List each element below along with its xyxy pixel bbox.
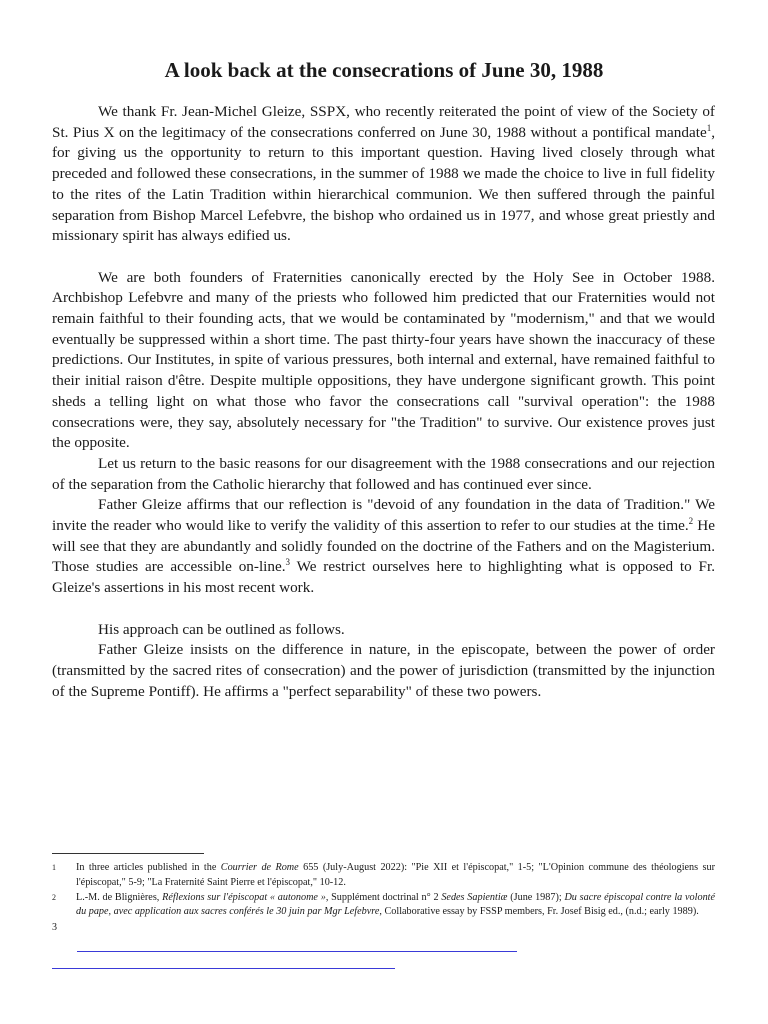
footnote-separator bbox=[52, 853, 204, 854]
footnote-1-text-a: In three articles published in the bbox=[76, 862, 221, 873]
paragraph-1 bbox=[52, 102, 715, 247]
document-title: A look back at the consecrations of June 30, 1988 bbox=[164, 58, 604, 82]
footnote-1 bbox=[52, 861, 715, 891]
footnote-3 bbox=[52, 920, 715, 935]
paragraph-4-text-c: We restrict ourselves here to highlighting what is opposed to Fr. Gleize's assertions in his most recent work. bbox=[52, 558, 715, 597]
footnote-2-title-c: Du sacre épiscopal contre la volonté du pape, avec application aux sacres conférés le 30 juin par Mgr Lefebvre bbox=[76, 891, 716, 918]
footnote-3-link-line-1[interactable] bbox=[77, 951, 517, 952]
paragraph-4 bbox=[52, 495, 715, 599]
footnote-2-title-b: Sedes Sapientiæ bbox=[441, 891, 508, 903]
footnote-2-title-a: Réflexions sur l'épiscopat « autonome » bbox=[162, 891, 326, 903]
paragraph-4-text-b: He will see that they are abundantly and solidly founded on the doctrine of the Fathers and on the Magisterium. Those studies are accessible on-line. bbox=[52, 517, 715, 576]
footnote-ref-1[interactable]: 1 bbox=[706, 122, 712, 133]
footnote-3-number: 3 bbox=[52, 922, 57, 934]
footnote-2-text-c: (June 1987); bbox=[507, 891, 565, 903]
paragraph-3: Let us return to the basic reasons for our disagreement with the 1988 consecrations and our rejection of the separation from the Catholic hierarchy that followed and has continued ever since. bbox=[52, 454, 715, 493]
paragraph-4-text: Father Gleize affirms that our reflection is "devoid of any foundation in the data of Tradition." We invite the reader who would like to verify the validity of this assertion to refer to our studies at the time. bbox=[52, 496, 715, 535]
paragraph-6: Father Gleize insists on the difference in nature, in the episcopate, between the power of order (transmitted by the sacred rites of consecration) and the power of jurisdiction (transmitted by the injunction of the Supreme Pontiff). He affirms a "perfect separability" of these two powers. bbox=[52, 641, 715, 700]
paragraph-1-text-b: , for giving us the opportunity to return to this important question. Having lived closely through what preceded and followed these consecrations, in the summer of 1988 we made the choice to live in full fidelity to the rites of the Latin Tradition within hierarchical communion. We then suffered through the painful separation from Bishop Marcel Lefebvre, the bishop who ordained us in 1977, and whose great priestly and missionary spirit has always edified us. bbox=[52, 123, 715, 245]
footnote-1-number: 1 bbox=[52, 863, 56, 872]
footnote-3-link-line-2[interactable] bbox=[52, 968, 395, 969]
document-body bbox=[52, 102, 715, 702]
paragraph-2: We are both founders of Fraternities canonically erected by the Holy See in October 1988. Archbishop Lefebvre and many of the priests who followed him predicted that our Fraternities would not remain faithful to their founding acts, that we would be contaminated by "modernism," and that we would eventually be suppressed within a short time. The past thirty-four years have shown the inaccuracy of these predictions. Our Institutes, in spite of various pressures, both internal and external, have remained faithful to their initial raison d'être. Despite multiple oppositions, they have undergone significant growth. This point sheds a telling light on what those who favor the consecrations call "survival operation": the 1988 consecrations were, they say, absolutely necessary for "the Tradition" to survive. Our existence proves just the opposite. bbox=[52, 268, 715, 452]
footnote-ref-3[interactable]: 3 bbox=[285, 557, 291, 568]
footnote-2-text-d: , Collaborative essay by FSSP members, Fr. Josef Bisig ed., (n.d.; early 1989). bbox=[379, 906, 699, 918]
footnote-2 bbox=[52, 891, 715, 921]
footnotes bbox=[52, 861, 715, 935]
footnote-1-source: Courrier de Rome bbox=[220, 862, 299, 873]
footnote-2-text-a: L.-M. de Blignières, bbox=[76, 891, 163, 903]
footnote-1-text-b: 655 (July-August 2022): "Pie XII et l'épiscopat," 1-5; "L'Opinion commune des théologiens sur l'épiscopat," 5-9; "La Fraternité Saint Pierre et l'épiscopat," 10-12. bbox=[76, 862, 715, 888]
paragraph-5: His approach can be outlined as follows. bbox=[98, 620, 345, 638]
footnote-ref-2[interactable]: 2 bbox=[688, 516, 694, 527]
paragraph-1-text: We thank Fr. Jean-Michel Gleize, SSPX, who recently reiterated the point of view of the Society of St. Pius X on the legitimacy of the consecrations conferred on June 30, 1988 without a pontifical mandate bbox=[52, 103, 715, 141]
footnote-2-number: 2 bbox=[52, 892, 56, 902]
footnote-2-text-b: , Supplément doctrinal n° 2 bbox=[325, 891, 442, 903]
